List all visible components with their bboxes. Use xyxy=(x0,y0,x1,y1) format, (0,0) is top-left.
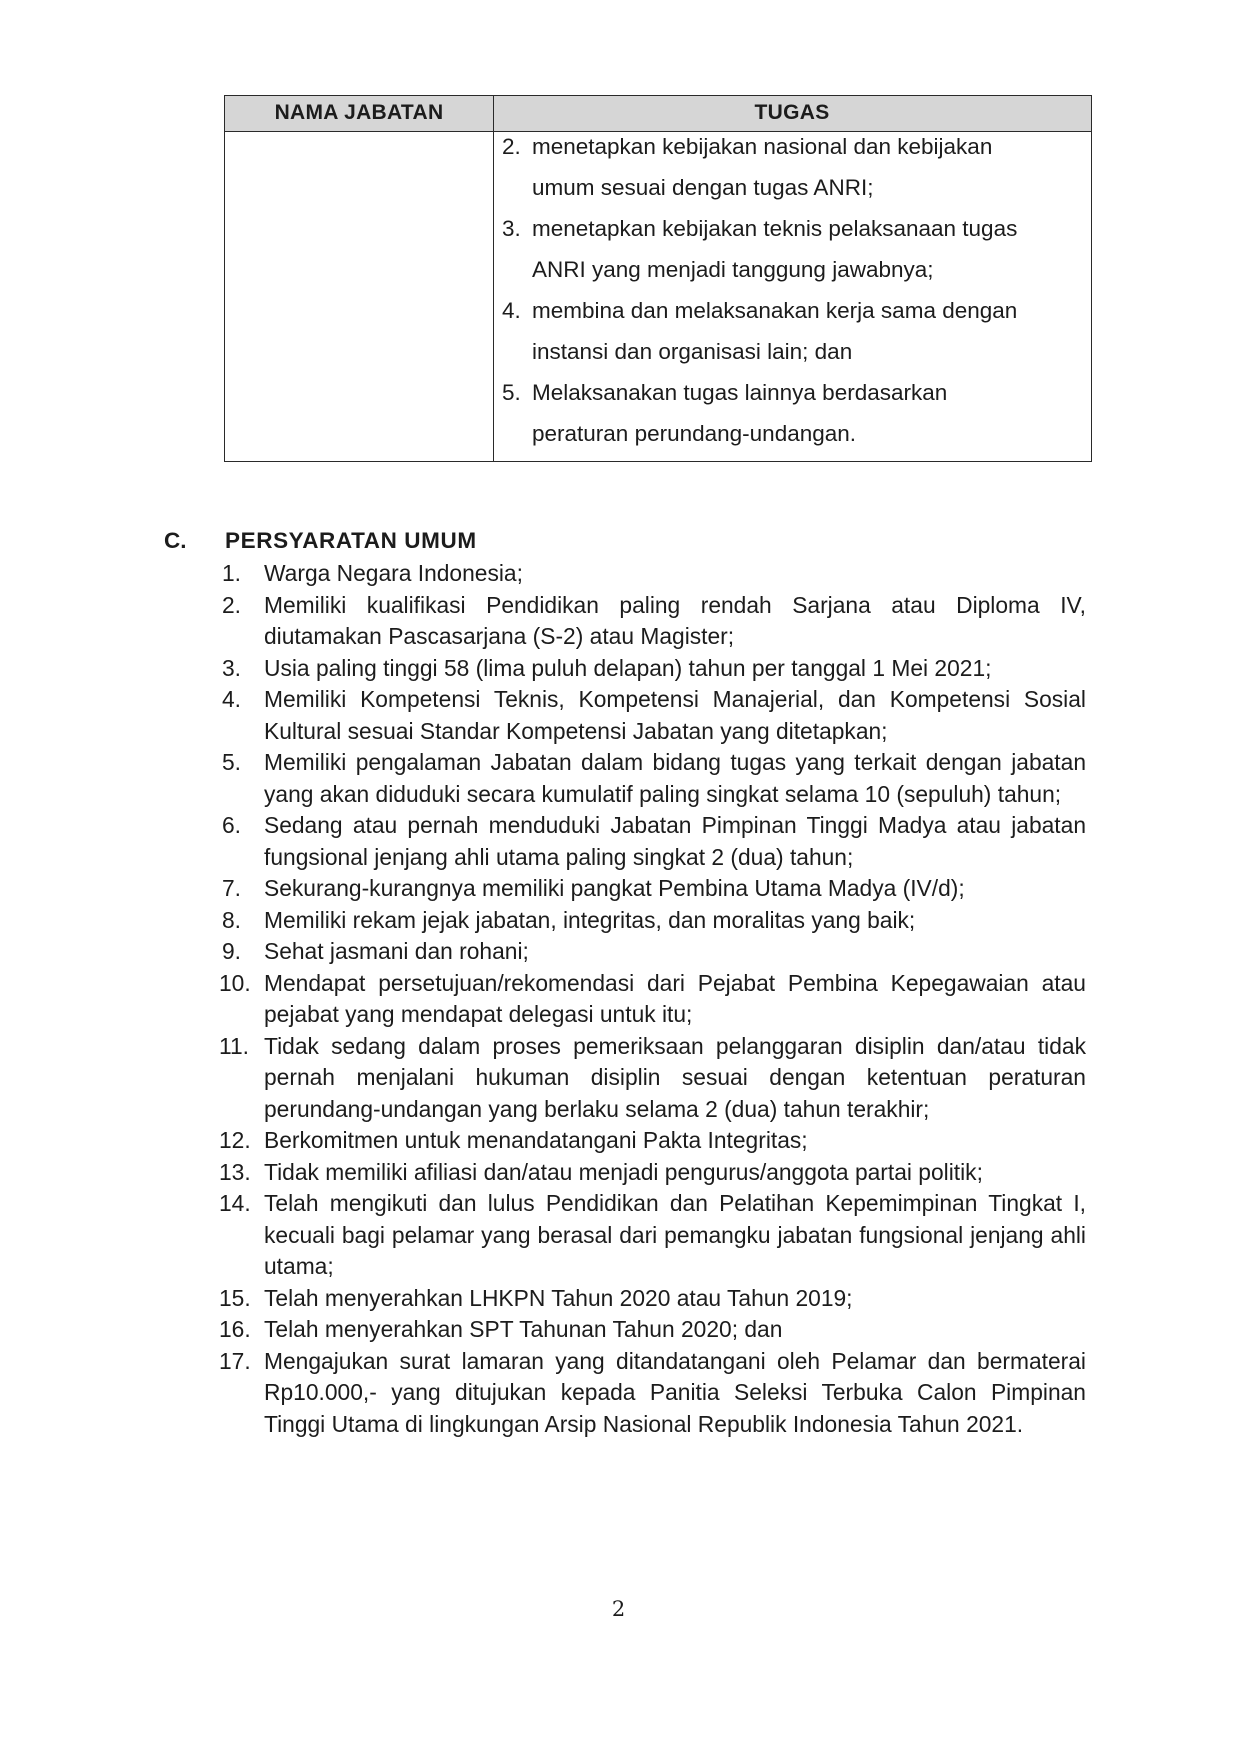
requirement-number: 10. xyxy=(219,969,251,996)
requirement-item xyxy=(222,873,1086,905)
duty-number: 2. xyxy=(502,134,521,159)
requirement-number: 4. xyxy=(222,686,242,712)
requirement-item xyxy=(219,1314,1086,1346)
requirement-text: Tidak memiliki afiliasi dan/atau menjadi pengurus/anggota partai politik; xyxy=(264,1158,983,1185)
duty-text-line2: ANRI yang menjadi tanggung jawabnya; xyxy=(532,257,934,282)
requirement-item xyxy=(222,590,1086,653)
requirement-text: Berkomitmen untuk menandatangani Pakta Integritas; xyxy=(264,1127,808,1153)
requirement-text: Usia paling tinggi 58 (lima puluh delapan) tahun per tanggal 1 Mei 2021; xyxy=(264,654,992,681)
duty-item xyxy=(502,372,1082,454)
requirement-text: Warga Negara Indonesia; xyxy=(264,560,523,586)
requirement-number: 7. xyxy=(222,875,242,901)
header-position-name: NAMA JABATAN xyxy=(274,101,444,124)
requirement-number: 6. xyxy=(222,812,242,838)
duty-number: 5. xyxy=(502,380,521,405)
requirement-text: Memiliki kualifikasi Pendidikan paling rendah Sarjana atau Diploma IV, diutamakan Pascasarjana (S-2) atau Magister; xyxy=(264,591,1086,649)
section-letter: C. xyxy=(164,528,187,553)
requirement-number: 8. xyxy=(222,906,242,933)
header-duties: TUGAS xyxy=(754,101,830,124)
duty-item xyxy=(502,290,1082,372)
requirement-text: Sekurang-kurangnya memiliki pangkat Pembina Utama Madya (IV/d); xyxy=(264,875,965,901)
section-title: PERSYARATAN UMUM xyxy=(225,528,477,553)
requirement-number: 13. xyxy=(219,1158,251,1185)
duty-text-line1: menetapkan kebijakan nasional dan kebijakan xyxy=(532,134,993,159)
requirement-number: 1. xyxy=(222,560,242,586)
requirement-item xyxy=(222,936,1086,968)
requirement-item xyxy=(219,1188,1086,1283)
requirement-item xyxy=(222,905,1086,937)
requirement-text: Telah mengikuti dan lulus Pendidikan dan Pelatihan Kepemimpinan Tingkat I, kecuali bagi pelamar yang berasal dari pemangku jabatan fungsional jenjang ahli utama; xyxy=(264,1190,1086,1279)
requirement-number: 12. xyxy=(219,1127,251,1153)
requirement-item xyxy=(222,747,1086,810)
duty-text-line1: menetapkan kebijakan teknis pelaksanaan tugas xyxy=(532,216,1018,241)
requirement-item xyxy=(222,558,1086,590)
requirement-text: Mengajukan surat lamaran yang ditandatangani oleh Pelamar dan bermaterai Rp10.000,- yang ditujukan kepada Panitia Seleksi Terbuka Calon Pimpinan Tinggi Utama di lingkungan Arsip Nasional Republik Indonesia Tahun 2021. xyxy=(264,1347,1086,1437)
duties-list xyxy=(502,126,1082,454)
requirement-item xyxy=(219,1346,1086,1441)
requirement-number: 9. xyxy=(222,938,242,964)
duty-item xyxy=(502,208,1082,290)
duty-text-line2: peraturan perundang-undangan. xyxy=(532,421,857,446)
requirement-number: 11. xyxy=(219,1032,249,1059)
column-divider xyxy=(493,96,494,461)
duty-number: 4. xyxy=(502,298,521,323)
requirement-number: 17. xyxy=(219,1347,251,1374)
requirement-item xyxy=(219,1283,1086,1315)
requirement-number: 15. xyxy=(219,1284,251,1311)
requirement-text: Sehat jasmani dan rohani; xyxy=(264,938,529,964)
duty-text-line1: Melaksanakan tugas lainnya berdasarkan xyxy=(532,380,948,405)
requirement-item xyxy=(222,810,1086,873)
requirement-number: 16. xyxy=(219,1316,251,1342)
requirement-text: Tidak sedang dalam proses pemeriksaan pelanggaran disiplin dan/atau tidak pernah menjalani hukuman disiplin sesuai dengan ketentuan peraturan perundang-undangan yang berlaku selama 2 (dua) tahun terakhir; xyxy=(264,1032,1086,1122)
requirement-item xyxy=(219,968,1086,1031)
requirement-text: Mendapat persetujuan/rekomendasi dari Pejabat Pembina Kepegawaian atau pejabat yang mendapat delegasi untuk itu; xyxy=(264,969,1086,1027)
requirement-text: Telah menyerahkan SPT Tahunan Tahun 2020; dan xyxy=(264,1316,783,1342)
duty-number: 3. xyxy=(502,216,521,241)
requirement-item xyxy=(219,1157,1086,1189)
requirement-text: Memiliki Kompetensi Teknis, Kompetensi Manajerial, dan Kompetensi Sosial Kultural sesuai Standar Kompetensi Jabatan yang ditetapkan; xyxy=(264,686,1086,744)
requirement-number: 5. xyxy=(222,749,242,775)
requirement-item xyxy=(219,1031,1086,1126)
requirement-number: 2. xyxy=(222,591,242,618)
duty-text-line2: umum sesuai dengan tugas ANRI; xyxy=(532,175,874,200)
job-duties-table xyxy=(224,95,1092,462)
requirement-item xyxy=(219,1125,1086,1157)
duty-text-line2: instansi dan organisasi lain; dan xyxy=(532,339,853,364)
requirement-item xyxy=(222,653,1086,685)
requirement-text: Memiliki pengalaman Jabatan dalam bidang tugas yang terkait dengan jabatan yang akan diduduki secara kumulatif paling singkat selama 10 (sepuluh) tahun; xyxy=(264,749,1086,807)
requirement-number: 3. xyxy=(222,654,242,681)
requirement-text: Sedang atau pernah menduduki Jabatan Pimpinan Tinggi Madya atau jabatan fungsional jenjang ahli utama paling singkat 2 (dua) tahun; xyxy=(264,812,1086,870)
requirement-text: Telah menyerahkan LHKPN Tahun 2020 atau Tahun 2019; xyxy=(264,1284,853,1311)
requirement-number: 14. xyxy=(219,1190,251,1216)
requirement-item xyxy=(222,684,1086,747)
requirement-text: Memiliki rekam jejak jabatan, integritas, dan moralitas yang baik; xyxy=(264,906,916,933)
duty-item xyxy=(502,126,1082,208)
duty-text-line1: membina dan melaksanakan kerja sama dengan xyxy=(532,298,1018,323)
page-number: 2 xyxy=(611,1597,626,1621)
requirements-list xyxy=(219,558,1086,1440)
